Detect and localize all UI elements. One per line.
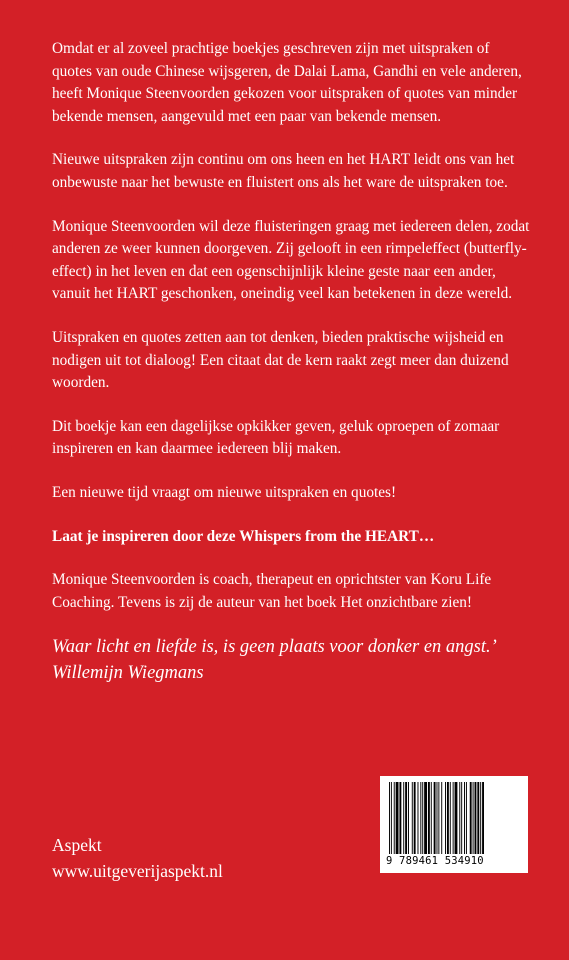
barcode-bar [403,782,404,854]
barcode-bar [424,782,427,854]
paragraph-intro: Omdat er al zoveel prachtige boekjes geschreven zijn met uitspraken of quotes van oude Chinese wijsgeren, de Dalai Lama, Gandhi en vele anderen, heeft Monique Steenvoorden gekozen voor uitspraken of quotes van minder bekende mensen, aangevuld met een paar van bekende mensen. [52,40,522,125]
paragraph-new-time: Een nieuwe tijd vraagt om nieuwe uitspraken en quotes! [52,483,397,501]
paragraph-quotes: Uitspraken en quotes zetten aan tot denken, bieden praktische wijsheid en nodigen uit tot dialoog! Een citaat dat de kern raakt zegt meer dan duizend woorden. [52,328,509,392]
paragraph-sharing: Monique Steenvoorden wil deze fluisteringen graag met iedereen delen, zodat anderen ze weer kunnen doorgeven. Zij gelooft in een rimpeleffect (butterfly-effect) in het leven en dat een ogenschijnlijk kleine geste naar een ander, vanuit het HART geschonken, oneindig veel kan betekenen in deze wereld. [52,217,530,303]
barcode-bar [394,782,395,854]
publisher-info [52,832,223,884]
barcode-bar [461,782,462,854]
barcode-bar [455,782,458,854]
barcode-bar [428,782,430,854]
publisher-website[interactable]: www.uitgeverijaspekt.nl [52,861,223,881]
barcode-bar [450,782,451,854]
barcode-bar [441,782,442,854]
barcode-bar [464,782,465,854]
barcode-bar [447,782,449,854]
barcode-bar [418,782,419,854]
barcode-bar [408,782,409,854]
barcode-bar [473,782,474,854]
paragraph-booklet: Dit boekje kan een dagelijkse opkikker geven, geluk oproepen of zomaar inspireren en kan daarmee iedereen blij maken. [52,417,500,458]
barcode-bar [391,782,392,854]
barcode-bar [431,782,432,854]
barcode-bar [412,782,413,854]
paragraph-hart: Nieuwe uitspraken zijn continu om ons heen en het HART leidt ons van het onbewuste naar het bewuste en fluistert ons als het ware de uitspraken toe. [52,151,515,191]
isbn-barcode [380,776,528,873]
barcode-bar [405,782,407,854]
paragraph-author-bio: Monique Steenvoorden is coach, therapeut en oprichtster van Koru Life Coaching. Tevens is zij de auteur van het boek Het onzichtbare zien! [52,571,492,611]
barcode-bar [459,782,460,854]
back-cover-text [52,38,532,635]
barcode-bar [399,782,401,854]
barcode-bar [477,782,479,854]
barcode-digits: 9 789461 534910 [386,855,484,867]
barcode-bars [389,782,519,854]
barcode-bar [453,782,454,854]
barcode-bar [414,782,416,854]
publisher-name: Aspekt [52,835,102,855]
barcode-bar [445,782,446,854]
barcode-bar [470,782,472,854]
barcode-bar [466,782,467,854]
paragraph-inspire: Laat je inspireren door deze Whispers from the HEART… [52,527,435,545]
barcode-bar [475,782,477,854]
quote-text: Waar licht en liefde is, is geen plaats voor donker en angst.’ [52,637,497,657]
featured-quote [52,634,542,686]
barcode-bar [437,782,438,854]
quote-author: Willemijn Wiegmans [52,663,204,683]
barcode-bar [480,782,481,854]
barcode-bar [482,782,484,854]
barcode-bar [434,782,436,854]
barcode-bar [396,782,399,854]
barcode-bar [420,782,421,854]
barcode-bar [438,782,439,854]
barcode-bar [422,782,423,854]
barcode-bar [389,782,390,854]
